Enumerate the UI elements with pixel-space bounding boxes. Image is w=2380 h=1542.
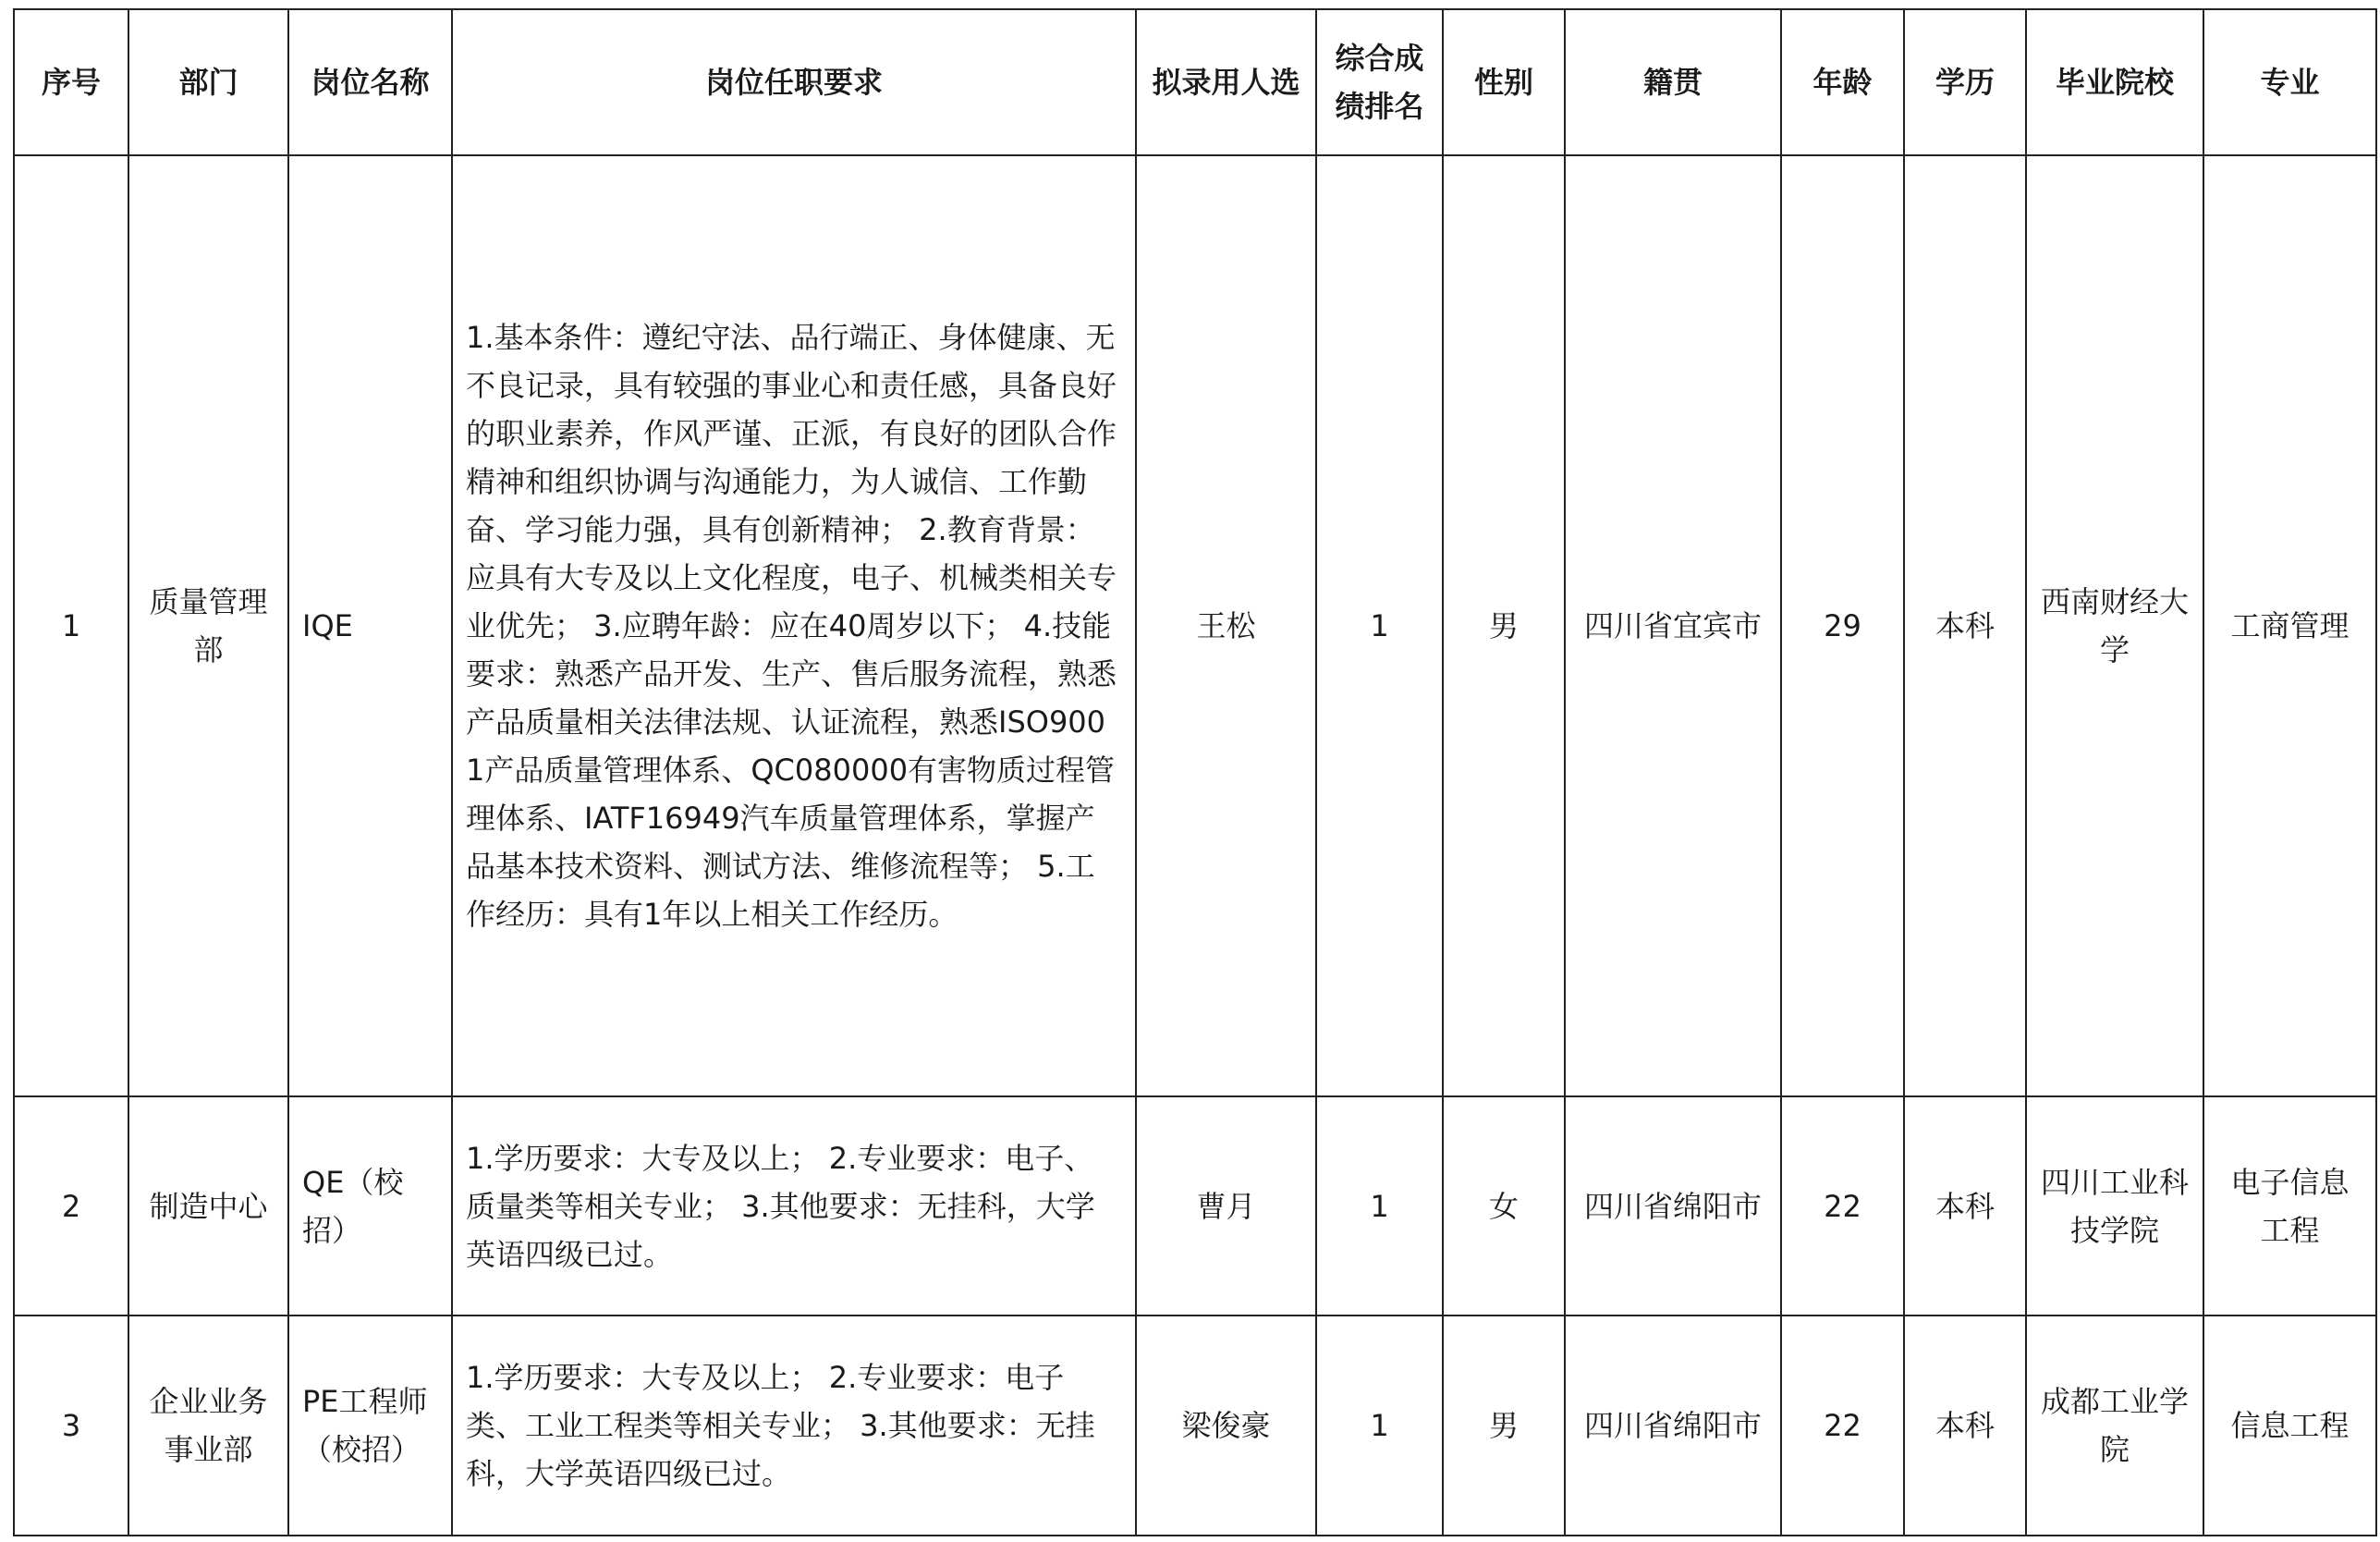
cell-seq: 2 <box>14 1096 128 1316</box>
cell-major: 信息工程 <box>2203 1316 2376 1536</box>
header-age: 年龄 <box>1781 9 1904 155</box>
table-row <box>14 1316 2376 1536</box>
cell-position: PE工程师（校招） <box>288 1316 452 1536</box>
cell-position: QE（校招） <box>288 1096 452 1316</box>
cell-candidate: 曹月 <box>1136 1096 1316 1316</box>
cell-education: 本科 <box>1904 1096 2026 1316</box>
header-education: 学历 <box>1904 9 2026 155</box>
header-gender: 性别 <box>1443 9 1565 155</box>
cell-origin: 四川省绵阳市 <box>1565 1316 1781 1536</box>
header-origin: 籍贯 <box>1565 9 1781 155</box>
header-major: 专业 <box>2203 9 2376 155</box>
cell-major: 工商管理 <box>2203 155 2376 1096</box>
cell-origin: 四川省绵阳市 <box>1565 1096 1781 1316</box>
cell-candidate: 梁俊豪 <box>1136 1316 1316 1536</box>
cell-rank: 1 <box>1316 1096 1443 1316</box>
cell-school: 四川工业科技学院 <box>2026 1096 2203 1316</box>
cell-position: IQE <box>288 155 452 1096</box>
hiring-roster-table <box>13 8 2377 1536</box>
cell-seq: 3 <box>14 1316 128 1536</box>
header-requirements: 岗位任职要求 <box>452 9 1136 155</box>
cell-rank: 1 <box>1316 155 1443 1096</box>
cell-seq: 1 <box>14 155 128 1096</box>
header-rank: 综合成绩排名 <box>1316 9 1443 155</box>
cell-education: 本科 <box>1904 155 2026 1096</box>
header-row <box>14 9 2376 155</box>
header-candidate: 拟录用人选 <box>1136 9 1316 155</box>
header-seq: 序号 <box>14 9 128 155</box>
table-row <box>14 155 2376 1096</box>
cell-requirements: 1.基本条件：遵纪守法、品行端正、身体健康、无不良记录，具有较强的事业心和责任感，具备良好的职业素养，作风严谨、正派，有良好的团队合作精神和组织协调与沟通能力，为人诚信、工作勤奋、学习能力强，具有创新精神； 2.教育背景：应具有大专及以上文化程度，电子、机械类相关专业优先； 3.应聘年龄：应在40周岁以下； 4.技能要求：熟悉产品开发、生产、售后服务流程，熟悉产品质量相关法律法规、认证流程，熟悉ISO9001产品质量管理体系、QC080000有害物质过程管理体系、IATF16949汽车质量管理体系，掌握产品基本技术资料、测试方法、维修流程等； 5.工作经历：具有1年以上相关工作经历。 <box>452 155 1136 1096</box>
cell-school: 成都工业学院 <box>2026 1316 2203 1536</box>
table-row <box>14 1096 2376 1316</box>
cell-dept: 制造中心 <box>128 1096 288 1316</box>
cell-dept: 企业业务事业部 <box>128 1316 288 1536</box>
header-school: 毕业院校 <box>2026 9 2203 155</box>
cell-major: 电子信息工程 <box>2203 1096 2376 1316</box>
header-dept: 部门 <box>128 9 288 155</box>
cell-candidate: 王松 <box>1136 155 1316 1096</box>
cell-gender: 男 <box>1443 1316 1565 1536</box>
cell-age: 22 <box>1781 1316 1904 1536</box>
cell-age: 22 <box>1781 1096 1904 1316</box>
cell-education: 本科 <box>1904 1316 2026 1536</box>
cell-age: 29 <box>1781 155 1904 1096</box>
cell-requirements: 1.学历要求：大专及以上； 2.专业要求：电子、质量类等相关专业； 3.其他要求：无挂科，大学英语四级已过。 <box>452 1096 1136 1316</box>
cell-school: 西南财经大学 <box>2026 155 2203 1096</box>
cell-rank: 1 <box>1316 1316 1443 1536</box>
cell-origin: 四川省宜宾市 <box>1565 155 1781 1096</box>
document-sheet <box>13 8 2377 1536</box>
cell-dept: 质量管理部 <box>128 155 288 1096</box>
cell-gender: 女 <box>1443 1096 1565 1316</box>
cell-gender: 男 <box>1443 155 1565 1096</box>
cell-requirements: 1.学历要求：大专及以上； 2.专业要求：电子类、工业工程类等相关专业； 3.其他要求：无挂科，大学英语四级已过。 <box>452 1316 1136 1536</box>
header-position: 岗位名称 <box>288 9 452 155</box>
